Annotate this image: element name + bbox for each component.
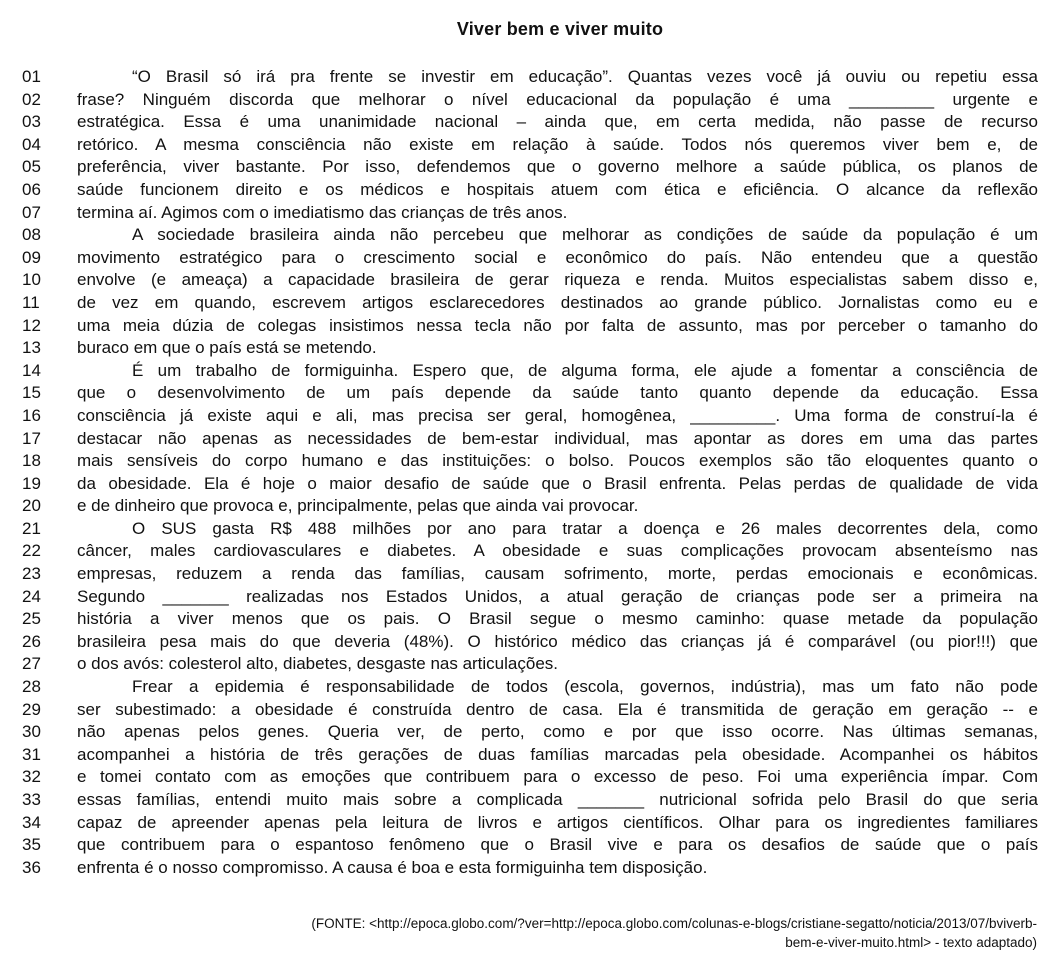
line-number: 29 xyxy=(22,699,41,719)
text-line xyxy=(0,653,1063,676)
line-number: 23 xyxy=(22,564,41,584)
text-line xyxy=(0,89,1063,112)
line-number: 31 xyxy=(22,744,41,764)
text-line xyxy=(0,766,1063,789)
line-number: 07 xyxy=(22,202,41,222)
line-number: 20 xyxy=(22,496,41,516)
line-text: termina aí. Agimos com o imediatismo das crianças de três anos. xyxy=(77,202,568,222)
text-line xyxy=(0,563,1063,586)
line-number: 14 xyxy=(22,360,41,380)
line-text: e tomei contato com as emoções que contribuem para o excesso de peso. Foi uma experiência ímpar. Com xyxy=(77,767,1038,787)
line-text: câncer, males cardiovasculares e diabetes. A obesidade e suas complicações provocam absenteísmo nas xyxy=(77,541,1038,561)
line-text: que contribuem para o espantoso fenômeno que o Brasil vive e para os desafios de saúde que o país xyxy=(77,835,1038,855)
line-text: estratégica. Essa é uma unanimidade nacional – ainda que, em certa medida, não passe de recurso xyxy=(77,112,1038,132)
line-text: consciência já existe aqui e ali, mas precisa ser geral, homogênea, _________. Uma forma de construí-la é xyxy=(77,405,1038,425)
line-text: essas famílias, entendi muito mais sobre a complicada _______ nutricional sofrida pelo Brasil do que seria xyxy=(77,790,1038,809)
source-line-2: bem-e-viver-muito.html> - texto adaptado) xyxy=(785,935,1037,950)
line-text: movimento estratégico para o crescimento social e econômico do país. Não entendeu que a questão xyxy=(77,247,1038,267)
line-text: saúde funcionem direito e os médicos e hospitais atuem com ética e eficiência. O alcance da reflexão xyxy=(77,179,1038,199)
text-line xyxy=(0,450,1063,473)
line-number: 35 xyxy=(22,835,41,855)
line-number: 27 xyxy=(22,654,41,674)
line-text: história a viver menos que os pais. O Brasil segue o mesmo caminho: quase metade da população xyxy=(77,609,1038,629)
text-line xyxy=(0,337,1063,360)
text-line xyxy=(0,789,1063,812)
line-number: 16 xyxy=(22,405,41,425)
text-line xyxy=(0,857,1063,880)
line-number: 21 xyxy=(22,518,41,538)
line-number: 18 xyxy=(22,451,41,471)
text-line xyxy=(0,518,1063,541)
line-text: “O Brasil só irá pra frente se investir em educação”. Quantas vezes você já ouviu ou repetiu essa xyxy=(132,67,1038,86)
line-number: 25 xyxy=(22,609,41,629)
text-line xyxy=(0,111,1063,134)
line-number: 08 xyxy=(22,225,41,245)
document-title: Viver bem e viver muito xyxy=(456,19,664,39)
text-body xyxy=(0,66,1063,879)
line-number: 12 xyxy=(22,315,41,335)
line-number: 03 xyxy=(22,112,41,132)
text-line xyxy=(0,66,1063,89)
text-line xyxy=(0,202,1063,225)
text-line xyxy=(0,699,1063,722)
text-line xyxy=(0,744,1063,767)
line-number: 30 xyxy=(22,722,41,742)
text-line xyxy=(0,269,1063,292)
text-line xyxy=(0,676,1063,699)
text-line xyxy=(0,631,1063,654)
line-number: 02 xyxy=(22,89,41,109)
text-line xyxy=(0,405,1063,428)
line-text: destacar não apenas as necessidades de bem-estar individual, mas apontar as dores em uma das partes xyxy=(77,428,1038,448)
line-number: 19 xyxy=(22,473,41,493)
line-number: 11 xyxy=(22,292,40,312)
text-line xyxy=(0,428,1063,451)
line-text: preferência, viver bastante. Por isso, defendemos que o governo melhore a saúde pública, os planos de xyxy=(77,157,1038,177)
line-number: 33 xyxy=(22,790,41,809)
text-line xyxy=(0,382,1063,405)
line-text: Segundo _______ realizadas nos Estados Unidos, a atual geração de crianças pode ser a primeira na xyxy=(77,586,1038,606)
text-line xyxy=(0,721,1063,744)
line-number: 28 xyxy=(22,677,41,697)
line-text: enfrenta é o nosso compromisso. A causa é boa e esta formiguinha tem disposição. xyxy=(77,857,708,877)
line-text: que o desenvolvimento de um país depende da saúde tanto quanto depende da educação. Essa xyxy=(77,383,1038,403)
text-line xyxy=(0,812,1063,835)
line-text: de vez em quando, escrevem artigos esclarecedores destinados ao grande público. Jornalistas como eu e xyxy=(77,292,1038,312)
source-citation xyxy=(137,914,1037,952)
line-number: 05 xyxy=(22,157,41,177)
line-number: 32 xyxy=(22,767,41,787)
line-text: Frear a epidemia é responsabilidade de todos (escola, governos, indústria), mas um fato não pode xyxy=(132,677,1038,697)
line-text: não apenas pelos genes. Queria ver, de perto, como e por que isso ocorre. Nas últimas semanas, xyxy=(77,722,1038,742)
text-line xyxy=(0,834,1063,857)
line-text: o dos avós: colesterol alto, diabetes, desgaste nas articulações. xyxy=(77,654,559,674)
line-text: e de dinheiro que provoca e, principalmente, pelas que ainda vai provocar. xyxy=(77,496,639,516)
line-text: A sociedade brasileira ainda não percebeu que melhorar as condições de saúde da população é um xyxy=(132,225,1038,245)
line-number: 17 xyxy=(22,428,41,448)
line-text: ser subestimado: a obesidade é construída dentro de casa. Ela é transmitida de geração em geração -- e xyxy=(77,699,1038,719)
line-text: capaz de apreender apenas pela leitura de livros e artigos científicos. Olhar para os ingredientes familiares xyxy=(77,812,1038,832)
text-line xyxy=(0,495,1063,518)
line-number: 26 xyxy=(22,631,41,651)
line-text: É um trabalho de formiguinha. Espero que, de alguma forma, ele ajude a fomentar a consciência de xyxy=(132,360,1038,380)
text-line xyxy=(0,540,1063,563)
text-line xyxy=(0,360,1063,383)
line-text: retórico. A mesma consciência não existe em relação à saúde. Todos nós queremos viver bem e, de xyxy=(77,134,1038,154)
line-text: brasileira pesa mais do que deveria (48%). O histórico médico das crianças já é comparável (ou pior!!!) que xyxy=(77,631,1038,651)
line-number: 22 xyxy=(22,541,41,561)
line-text: empresas, reduzem a renda das famílias, causam sofrimento, morte, perdas emocionais e econômicas. xyxy=(77,564,1038,584)
line-number: 15 xyxy=(22,383,41,403)
line-text: O SUS gasta R$ 488 milhões por ano para tratar a doença e 26 males decorrentes dela, como xyxy=(132,518,1038,538)
line-text: frase? Ninguém discorda que melhorar o nível educacional da população é uma _________ urgente e xyxy=(77,89,1038,109)
line-number: 34 xyxy=(22,812,41,832)
line-number: 01 xyxy=(22,67,41,86)
text-line xyxy=(0,179,1063,202)
line-number: 06 xyxy=(22,179,41,199)
line-number: 36 xyxy=(22,857,41,877)
source-line-1: (FONTE: <http://epoca.globo.com/?ver=http://epoca.globo.com/colunas-e-blogs/cristiane-segatto/noticia/2013/07/bviverb- xyxy=(311,916,1037,931)
text-line xyxy=(0,608,1063,631)
line-number: 24 xyxy=(22,586,41,606)
text-line xyxy=(0,292,1063,315)
line-text: buraco em que o país está se metendo. xyxy=(77,338,377,358)
line-text: acompanhei a história de três gerações de duas famílias marcadas pela obesidade. Acompanhei os hábitos xyxy=(77,744,1038,764)
line-text: mais sensíveis do corpo humano e das instituições: o bolso. Poucos exemplos são tão eloquentes quanto o xyxy=(77,451,1038,471)
text-line xyxy=(0,586,1063,609)
text-line xyxy=(0,473,1063,496)
text-line xyxy=(0,247,1063,270)
text-line xyxy=(0,156,1063,179)
text-line xyxy=(0,315,1063,338)
line-number: 04 xyxy=(22,134,41,154)
line-text: envolve (e ameaça) a capacidade brasileira de gerar riqueza e renda. Muitos especialistas sabem disso e, xyxy=(77,270,1038,290)
line-number: 13 xyxy=(22,338,41,358)
text-line xyxy=(0,224,1063,247)
text-line xyxy=(0,134,1063,157)
line-number: 09 xyxy=(22,247,41,267)
line-text: da obesidade. Ela é hoje o maior desafio de saúde que o Brasil enfrenta. Pelas perdas de qualidade de vida xyxy=(77,473,1038,493)
line-number: 10 xyxy=(22,270,41,290)
line-text: uma meia dúzia de colegas insistimos nessa tecla não por falta de assunto, mas por perceber o tamanho do xyxy=(77,315,1038,335)
